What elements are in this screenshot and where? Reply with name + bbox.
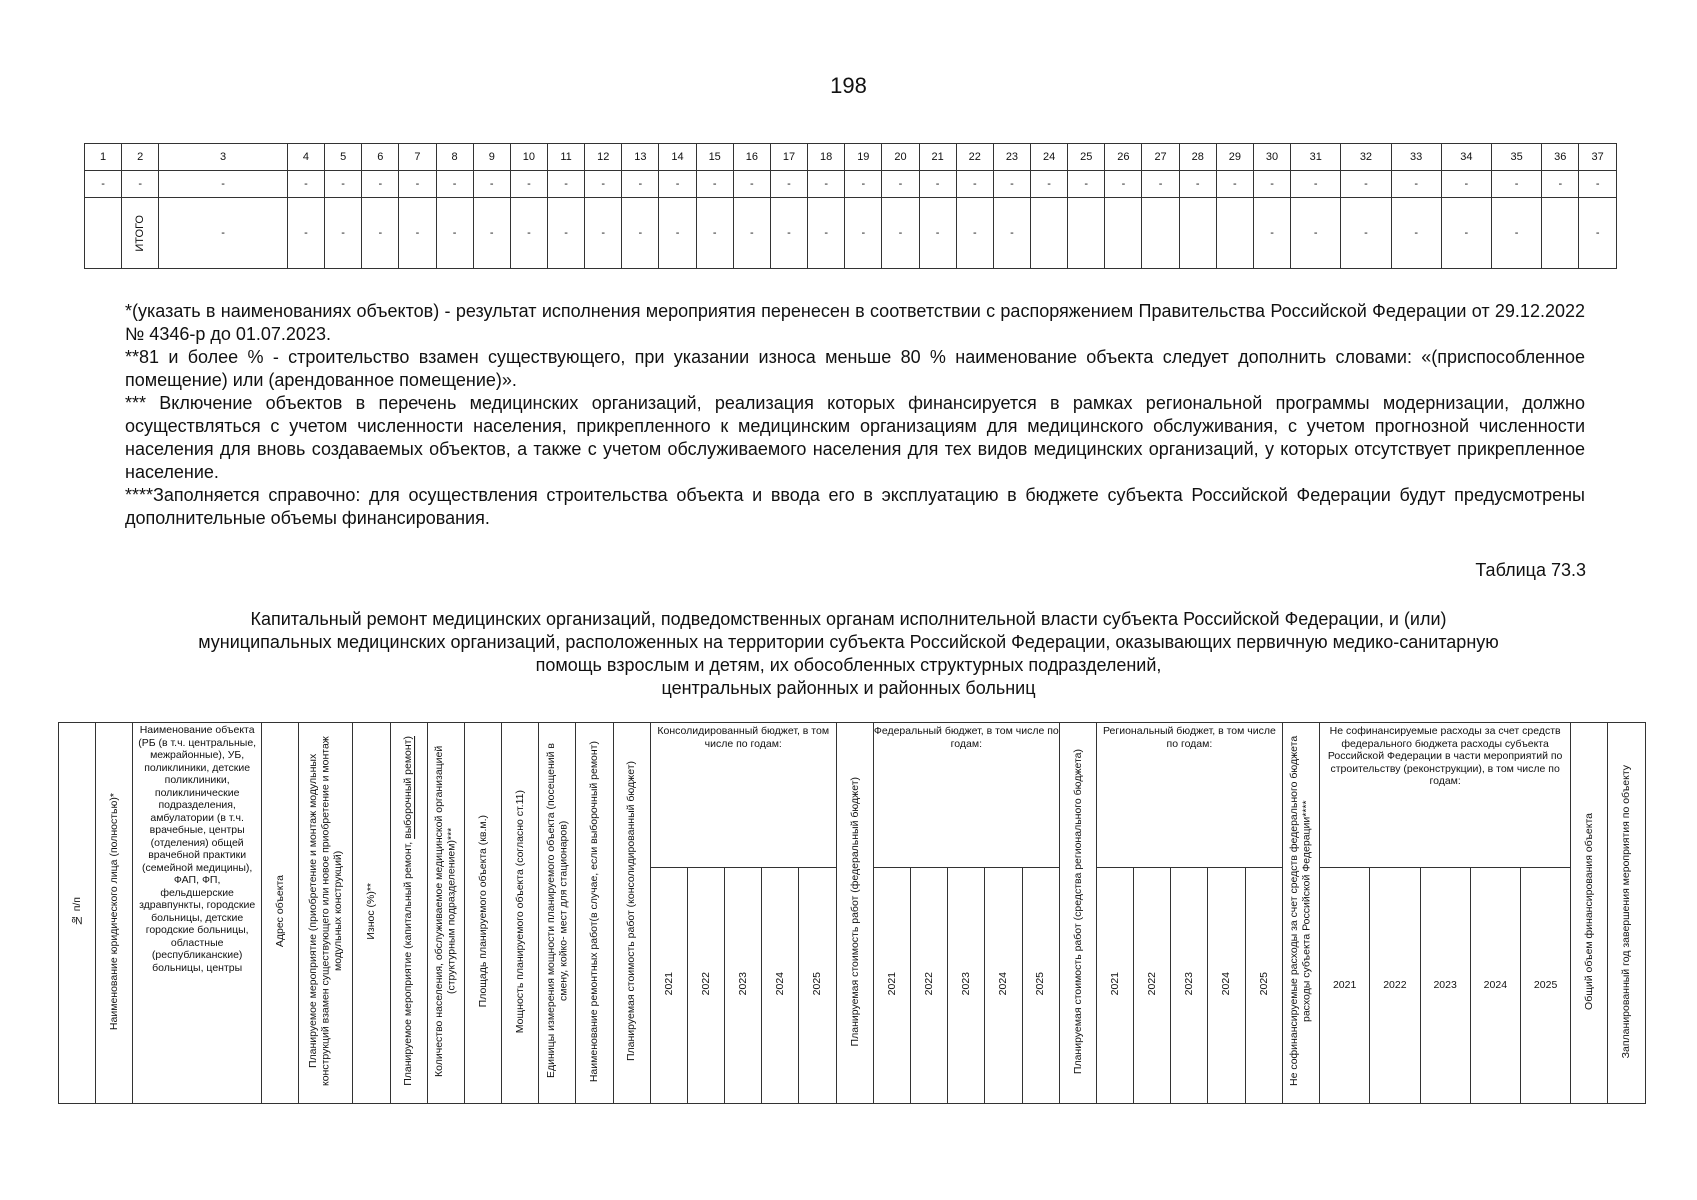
year-header: 2025 (1520, 868, 1570, 1104)
total-cell: - (770, 198, 807, 269)
col-header-capacity: Мощность планируемого объекта (согласно ст.11) (502, 723, 539, 1104)
total-row (85, 198, 1617, 269)
year-header: 2023 (1420, 868, 1470, 1104)
title-line: центральных районных и районных больниц (661, 678, 1036, 698)
total-cell: - (1441, 198, 1491, 269)
dash-cell: - (1542, 171, 1579, 198)
column-number-cell: 9 (473, 144, 510, 171)
column-number-cell: 25 (1068, 144, 1105, 171)
col-header-units: Единицы измерения мощности планируемого объекта (посещений в смену, койко- мест для стационаров) (539, 723, 576, 1104)
total-cell: - (1579, 198, 1617, 269)
total-label-cell (122, 198, 159, 269)
dash-cell: - (585, 171, 622, 198)
year-header: 2023 (1171, 868, 1208, 1104)
column-number-cell: 17 (770, 144, 807, 171)
dash-cell: - (1579, 171, 1617, 198)
column-number-cell: 28 (1179, 144, 1216, 171)
total-cell: - (585, 198, 622, 269)
total-cell: - (882, 198, 919, 269)
dash-cell: - (287, 171, 324, 198)
column-number-cell: 30 (1253, 144, 1290, 171)
dash-cell: - (808, 171, 845, 198)
column-number-cell: 23 (993, 144, 1030, 171)
column-number-row (85, 144, 1617, 171)
total-cell (1031, 198, 1068, 269)
total-cell: - (287, 198, 324, 269)
col-header-population: Количество населения, обслуживаемое медицинской организацией (структурным подразделением)*** (427, 723, 464, 1104)
column-number-cell: 35 (1491, 144, 1541, 171)
year-header: 2021 (1096, 868, 1133, 1104)
dash-cell: - (122, 171, 159, 198)
total-cell: - (1253, 198, 1290, 269)
col-header-area: Площадь планируемого объекта (кв.м.) (464, 723, 501, 1104)
total-cell (1216, 198, 1253, 269)
total-cell: - (956, 198, 993, 269)
column-number-cell: 8 (436, 144, 473, 171)
dash-cell: - (1105, 171, 1142, 198)
footnote-2: **81 и более % - строительство взамен существующего, при указании износа меньше 80 % наименование объекта следует дополнить словами: «(приспособленное помещение) или (арендованное помещение)». (125, 347, 1585, 390)
dash-cell: - (622, 171, 659, 198)
total-cell: - (845, 198, 882, 269)
title-line: помощь взрослым и детям, их обособленных структурных подразделений, (535, 655, 1162, 675)
column-number-cell: 3 (159, 144, 288, 171)
dash-cell: - (1179, 171, 1216, 198)
dash-cell: - (956, 171, 993, 198)
column-number-cell: 29 (1216, 144, 1253, 171)
column-number-cell: 33 (1391, 144, 1441, 171)
total-cell: - (1491, 198, 1541, 269)
column-number-cell: 5 (325, 144, 362, 171)
dash-cell: - (659, 171, 696, 198)
year-header: 2025 (799, 868, 836, 1104)
column-number-cell: 32 (1341, 144, 1391, 171)
col-header-non-cofinanced: Не софинансируемые расходы за счет средств федерального бюджета расходы субъекта Российской Федерации**** (1282, 723, 1319, 1104)
year-header: 2022 (687, 868, 724, 1104)
col-header-np: № п/п (59, 723, 96, 1104)
column-number-cell: 37 (1579, 144, 1617, 171)
year-header: 2022 (1370, 868, 1420, 1104)
year-header: 2022 (1134, 868, 1171, 1104)
column-number-cell: 21 (919, 144, 956, 171)
col-header-object-name: Наименование объекта (РБ (в т.ч. центральные, межрайонные), УБ, поликлиники, детские поликлиники, поликлинические подразделения, амбулатории (в т.ч. врачебные, центры (отделения) общей врачебной практики (семейной медицины), ФАП, ФП, фельдшерские здравпункты, городские больницы, детские городские больницы, областные (республиканские) больницы, центры (133, 723, 262, 1104)
total-cell (1142, 198, 1179, 269)
column-number-cell: 4 (287, 144, 324, 171)
column-number-cell: 11 (547, 144, 584, 171)
column-number-cell: 24 (1031, 144, 1068, 171)
total-cell (1179, 198, 1216, 269)
dash-cell: - (325, 171, 362, 198)
col-header-cost-consolidated: Планируемая стоимость работ (консолидированный бюджет) (613, 723, 650, 1104)
column-number-cell: 7 (399, 144, 436, 171)
year-header: 2025 (1022, 868, 1059, 1104)
total-cell: - (362, 198, 399, 269)
dash-cell: - (473, 171, 510, 198)
column-number-cell: 31 (1291, 144, 1341, 171)
col-header-completion-year: Запланированный год завершения мероприятия по объекту (1608, 723, 1646, 1104)
group-header-non-cofinanced: Не софинансируемые расходы за счет средств федерального бюджета расходы субъекта Российской Федерации в части мероприятий по строительству (реконструкции), в том числе по годам: (1320, 723, 1571, 868)
dash-cell: - (436, 171, 473, 198)
col-header-planned-activity: Планируемое мероприятие (приобретение и монтаж модульных конструкций взамен существующего или новое приобретение и монтаж модульных конструкций) (299, 723, 353, 1104)
column-number-cell: 20 (882, 144, 919, 171)
year-header: 2021 (650, 868, 687, 1104)
total-cell: - (436, 198, 473, 269)
column-number-cell: 1 (85, 144, 122, 171)
dash-cell: - (845, 171, 882, 198)
column-number-cell: 2 (122, 144, 159, 171)
total-cell: - (622, 198, 659, 269)
year-header: 2024 (762, 868, 799, 1104)
total-cell: - (510, 198, 547, 269)
page-number: 198 (830, 73, 867, 98)
dash-cell: - (1031, 171, 1068, 198)
col-header-cost-regional: Планируемая стоимость работ (средства регионального бюджета) (1059, 723, 1096, 1104)
dash-cell: - (733, 171, 770, 198)
dash-cell: - (399, 171, 436, 198)
column-number-cell: 22 (956, 144, 993, 171)
dash-cell: - (362, 171, 399, 198)
year-header: 2024 (985, 868, 1022, 1104)
summary-table (84, 143, 1617, 269)
dash-cell: - (85, 171, 122, 198)
group-header-federal: Федеральный бюджет, в том числе по годам: (873, 723, 1059, 868)
col-header-address: Адрес объекта (261, 723, 298, 1104)
column-number-cell: 26 (1105, 144, 1142, 171)
column-number-cell: 6 (362, 144, 399, 171)
total-cell: - (919, 198, 956, 269)
capital-repair-table (58, 722, 1646, 1104)
total-cell (85, 198, 122, 269)
dash-cell: - (882, 171, 919, 198)
year-header: 2023 (725, 868, 762, 1104)
column-number-cell: 19 (845, 144, 882, 171)
footnote-3: *** Включение объектов в перечень медицинских организаций, реализация которых финансируется в рамках региональной программы модернизации, должно осуществляться с учетом численности населения, прикрепленного к медицинским организациям для медицинского обслуживания, с учетом прогнозной численности населения для вновь создаваемых объектов, а также с учетом обслуживаемого населения для тех видов медицинских организаций, у которых отсутствует прикрепленное население. (125, 393, 1585, 482)
dash-cell: - (919, 171, 956, 198)
dash-cell: - (1253, 171, 1290, 198)
table-label: Таблица 73.3 (1475, 560, 1586, 580)
year-header: 2024 (1208, 868, 1245, 1104)
column-number-cell: 15 (696, 144, 733, 171)
dash-cell: - (1068, 171, 1105, 198)
footnote-1: *(указать в наименованиях объектов) - результат исполнения мероприятия перенесен в соответствии с распоряжением Правительства Российской Федерации от 29.12.2022 № 4346-р до 01.07.2023. (125, 301, 1585, 344)
dash-cell: - (510, 171, 547, 198)
column-number-cell: 27 (1142, 144, 1179, 171)
total-cell: - (473, 198, 510, 269)
column-number-cell: 18 (808, 144, 845, 171)
col-header-legal-name: Наименование юридического лица (полностью)* (96, 723, 133, 1104)
dash-cell: - (993, 171, 1030, 198)
total-cell: - (808, 198, 845, 269)
title-line: муниципальных медицинских организаций, расположенных на территории субъекта Российской Федерации, оказывающих первичную медико-санитарную (198, 632, 1499, 652)
col-header-planned-repair: Планируемое мероприятие (капитальный ремонт, выборочный ремонт) (390, 723, 427, 1104)
year-header: 2021 (873, 868, 910, 1104)
col-header-repair-name: Наименование ремонтных работ(в случае, если выборочный ремонт) (576, 723, 613, 1104)
dash-cell: - (1391, 171, 1441, 198)
dash-cell: - (1341, 171, 1391, 198)
total-cell: - (1391, 198, 1441, 269)
total-cell: - (399, 198, 436, 269)
dash-cell: - (1491, 171, 1541, 198)
dash-cell: - (1142, 171, 1179, 198)
year-header: 2024 (1470, 868, 1520, 1104)
total-cell: - (325, 198, 362, 269)
dash-row (85, 171, 1617, 198)
col-header-cost-federal: Планируемая стоимость работ (федеральный бюджет) (836, 723, 873, 1104)
total-cell: - (696, 198, 733, 269)
group-header-consolidated: Консолидированный бюджет, в том числе по годам: (650, 723, 836, 868)
total-cell (1105, 198, 1142, 269)
total-cell (1542, 198, 1579, 269)
year-header: 2021 (1320, 868, 1370, 1104)
table-title (100, 608, 1597, 700)
total-label: ИТОГО (134, 214, 147, 252)
dash-cell: - (696, 171, 733, 198)
total-cell (1068, 198, 1105, 269)
total-cell: - (1341, 198, 1391, 269)
column-number-cell: 10 (510, 144, 547, 171)
col-header-total-volume: Общий объем финансирования объекта (1571, 723, 1608, 1104)
dash-cell: - (1216, 171, 1253, 198)
group-header-regional: Региональный бюджет, в том числе по годам: (1096, 723, 1282, 868)
total-cell: - (733, 198, 770, 269)
year-header: 2022 (911, 868, 948, 1104)
column-number-cell: 14 (659, 144, 696, 171)
dash-cell: - (547, 171, 584, 198)
dash-cell: - (1441, 171, 1491, 198)
column-number-cell: 34 (1441, 144, 1491, 171)
total-cell: - (1291, 198, 1341, 269)
footnote-4: ****Заполняется справочно: для осуществления строительства объекта и ввода его в эксплуатацию в бюджете субъекта Российской Федерации будут предусмотрены дополнительные объемы финансирования. (125, 485, 1585, 528)
total-cell: - (547, 198, 584, 269)
year-header: 2023 (948, 868, 985, 1104)
dash-cell: - (770, 171, 807, 198)
total-cell: - (159, 198, 288, 269)
dash-cell: - (159, 171, 288, 198)
year-header: 2025 (1245, 868, 1282, 1104)
dash-cell: - (1291, 171, 1341, 198)
column-number-cell: 36 (1542, 144, 1579, 171)
column-number-cell: 13 (622, 144, 659, 171)
column-number-cell: 16 (733, 144, 770, 171)
col-header-wear: Износ (%)** (353, 723, 390, 1104)
title-line: Капитальный ремонт медицинских организаций, подведомственных органам исполнительной власти субъекта Российской Федерации, и (или) (250, 609, 1447, 629)
total-cell: - (659, 198, 696, 269)
column-number-cell: 12 (585, 144, 622, 171)
footnotes (125, 300, 1585, 530)
total-cell: - (993, 198, 1030, 269)
